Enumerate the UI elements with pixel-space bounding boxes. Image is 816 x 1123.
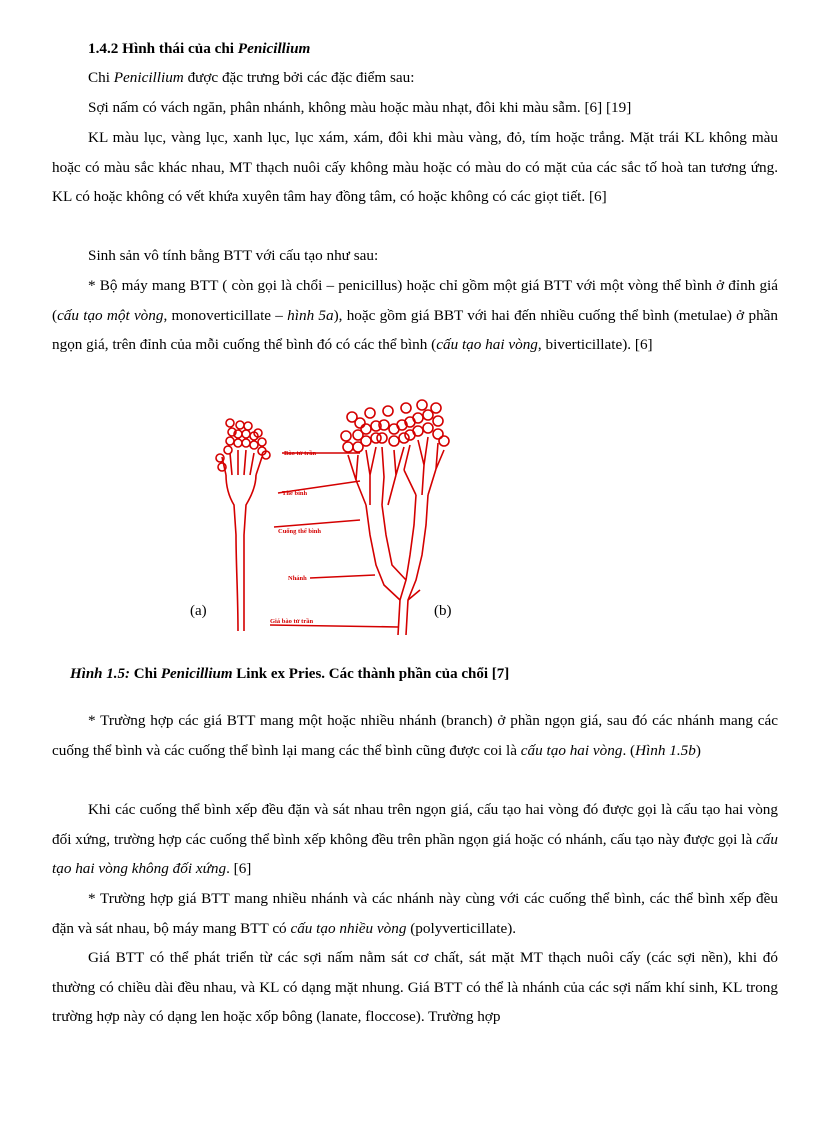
paragraph-colony: KL màu lục, vàng lục, xanh lục, lục xám, xám, đôi khi màu vàng, đỏ, tím hoặc trắng. Mặt trái KL không màu hoặc có màu sắc khác nhau, MT thạch nuôi cấy không màu hoặc có màu do có mặt của các sắc tố hoà tan tương ứng. KL có hoặc không có vết khứa xuyên tâm hay đồng tâm, có hoặc không có các giọt tiết. [6] <box>52 129 778 205</box>
penicillus-drawing <box>170 395 490 635</box>
paragraph-monoverticillate-clip <box>52 271 778 382</box>
paragraph-reproduction: Sinh sản vô tính bằng BTT với cấu tạo như sau: <box>88 247 379 264</box>
paragraph-monoverticillate: * Bộ máy mang BTT ( còn gọi là chổi – penicillus) hoặc chỉ gồm một giá BTT với một vòng thể bình ở đỉnh giá (cấu tạo một vòng, monoverticillate – hình 5a), hoặc gồm giá BBT với hai đến nhiều cuống thể bình (metulae) ở phần ngọn giá, trên đỉnh của mỗi cuống thể bình đó có các thể bình (cấu tạo hai vòng, biverticillate). [6] <box>52 277 778 353</box>
paragraph-symmetric: Khi các cuống thể bình xếp đều đặn và sát nhau trên ngọn giá, cấu tạo hai vòng đó được gọi là cấu tạo hai vòng đối xứng, trường hợp các cuống thể bình xếp không đều trên phần ngọn giá hoặc có nhánh, cấu tạo này được gọi là cấu tạo hai vòng không đối xứng. [6] <box>52 801 778 877</box>
paragraph-conidiophore: Giá BTT có thể phát triển từ các sợi nấm nằm sát cơ chất, sát mặt MT thạch nuôi cấy (các sợi nền), khi đó thường có chiều dài đều nhau, và KL có dạng mặt nhung. Giá BTT có thể là nhánh của các sợi nấm khí sinh, KL trong trường hợp này có dạng len hoặc xốp bông (lanate, floccose). Trường hợp <box>52 949 778 1025</box>
paragraph-hyphae: Sợi nấm có vách ngăn, phân nhánh, không màu hoặc màu nhạt, đôi khi màu sẫm. [6] [19] <box>88 99 632 116</box>
stipe-a <box>226 475 238 631</box>
label-conidia: Bào tử trần <box>284 450 317 457</box>
leader-stipe <box>270 625 398 627</box>
label-metula: Cuống thể bình <box>278 528 321 535</box>
conidia-b <box>341 400 449 452</box>
label-branch: Nhánh <box>288 575 307 582</box>
label-phialide: Thể bình <box>282 490 308 497</box>
conidia-a <box>216 419 270 471</box>
leader-branch <box>310 575 375 578</box>
label-stipe: Giá bào tử trần <box>270 618 314 625</box>
leader-metula <box>274 520 360 527</box>
penicillium-figure <box>170 395 490 635</box>
panel-label-a: (a) <box>190 603 207 619</box>
figure-caption: Hình 1.5: Chi Penicillium Link ex Pries. Các thành phần của chổi [7] <box>70 666 510 682</box>
paragraph-polyverticillate: * Trường hợp giá BTT mang nhiều nhánh và các nhánh này cùng với các cuống thể bình, các thể bình xếp đều đặn và sát nhau, bộ máy mang BTT có cấu tạo nhiều vòng (polyverticillate). <box>52 890 778 937</box>
section-heading: 1.4.2 Hình thái của chi Penicillium <box>88 40 311 57</box>
paragraph-intro: Chi Penicillium được đặc trưng bởi các đặc điểm sau: <box>88 69 415 86</box>
panel-label-b: (b) <box>434 603 452 619</box>
paragraph-branched: * Trường hợp các giá BTT mang một hoặc nhiều nhánh (branch) ở phần ngọn giá, sau đó các nhánh mang các cuống thể bình và các cuống thể bình lại mang các thể bình cũng được coi là cấu tạo hai vòng. (Hình 1.5b) <box>52 712 778 759</box>
